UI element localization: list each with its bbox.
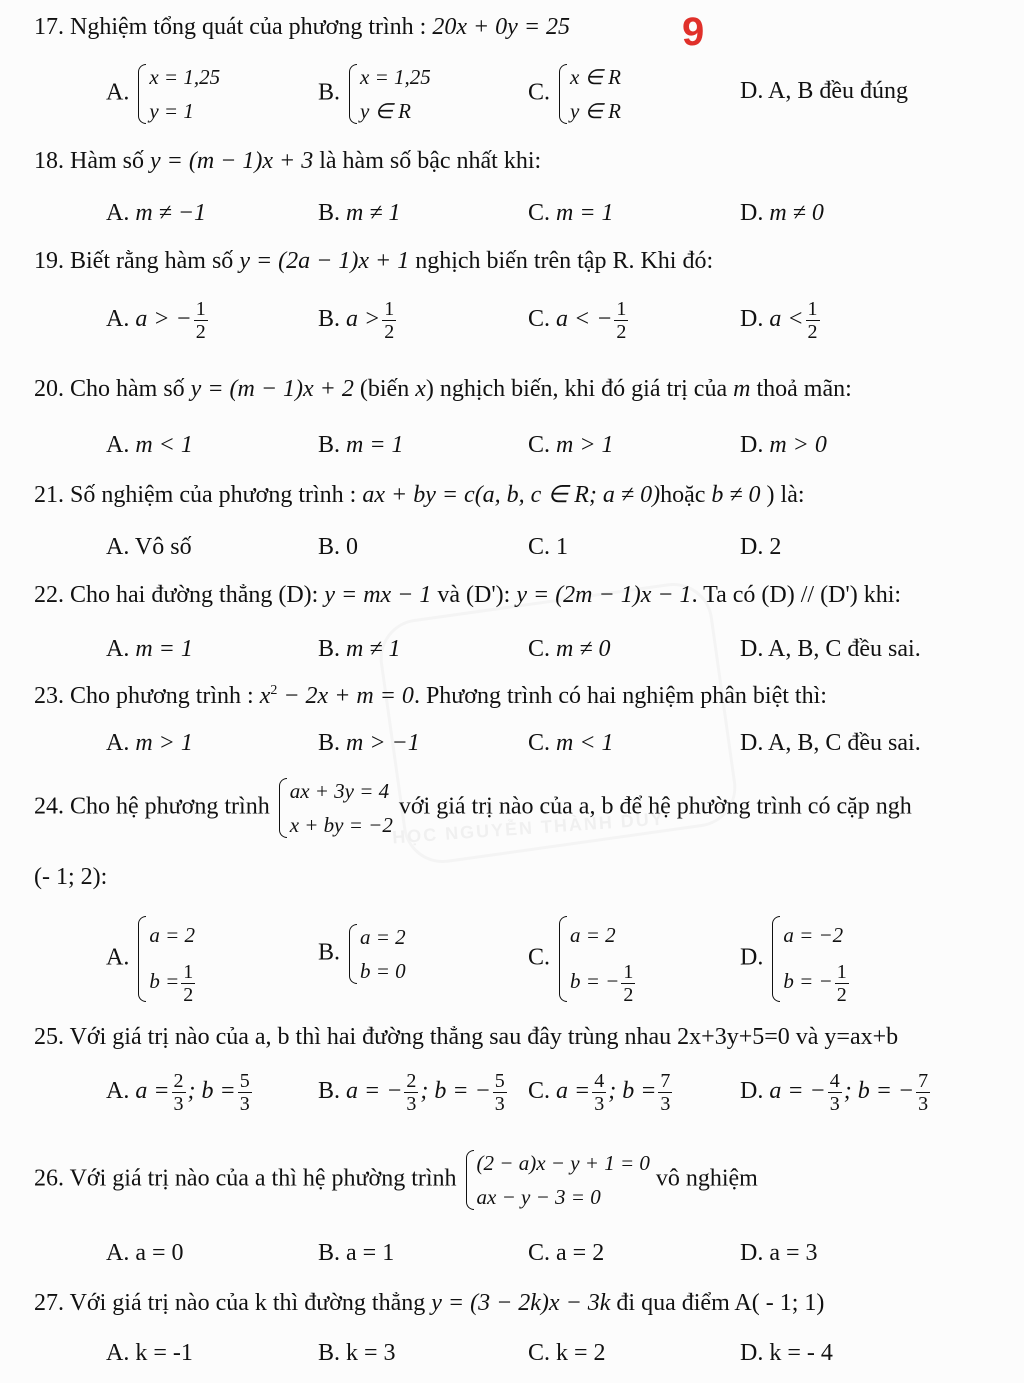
q24-option-a[interactable]: A. a = 2 b = $\frac{1}{2}$ [106, 912, 197, 1006]
watermark-text: HỌC NGUYỄN THÀNH DUY [391, 808, 666, 848]
q22-option-b[interactable]: B. m ≠ 1 [318, 636, 401, 662]
q20-option-a[interactable]: A. m < 1 [106, 432, 193, 458]
q19-option-c[interactable]: C. a < − $\frac{1}{2}$ [528, 298, 627, 343]
question-23: 23. Cho phương trình : $x^2 - 2x + m = 0$. Phương trình có hai nghiệm phân biệt thì: [34, 683, 827, 709]
q17-option-d[interactable]: D. A, B đều đúng [740, 78, 909, 104]
q23-option-c[interactable]: C. m < 1 [528, 730, 614, 756]
question-19: 19. Biết rằng hàm số y = (2a − 1)x + 1 nghịch biến trên tập R. Khi đó: [34, 248, 714, 274]
q17-option-b[interactable]: B. x = 1,25 y ∈ R [318, 60, 431, 128]
q18-option-d[interactable]: D. m ≠ 0 [740, 200, 824, 226]
question-21: 21. Số nghiệm của phương trình : ax + by = c(a, b, c ∈ R; a ≠ 0)hoặc b ≠ 0 ) là: [34, 482, 805, 508]
q23-option-d[interactable]: D. A, B, C đều sai. [740, 730, 921, 756]
q20-option-d[interactable]: D. m > 0 [740, 432, 827, 458]
q26-option-a[interactable]: A. a = 0 [106, 1240, 184, 1266]
q22-option-c[interactable]: C. m ≠ 0 [528, 636, 611, 662]
q18-option-c[interactable]: C. m = 1 [528, 200, 614, 226]
q23-option-a[interactable]: A. m > 1 [106, 730, 193, 756]
handwritten-score-mark: 9 [682, 10, 705, 54]
question-20: 20. Cho hàm số y = (m − 1)x + 2 (biến x) nghịch biến, khi đó giá trị của m thoả mãn: [34, 376, 852, 402]
q22-option-d[interactable]: D. A, B, C đều sai. [740, 636, 921, 662]
question-18: 18. Hàm số y = (m − 1)x + 3 là hàm số bậc nhất khi: [34, 148, 542, 174]
question-24: 24. Cho hệ phương trình ax + 3y = 4 x + by = −2 với giá trị nào của a, b để hệ phường trình có cặp ngh [34, 774, 1018, 842]
q21-option-d[interactable]: D. 2 [740, 534, 782, 560]
question-25: 25. Với giá trị nào của a, b thì hai đường thẳng sau đây trùng nhau 2x+3y+5=0 và y=ax+b [34, 1024, 899, 1050]
question-24-solution-pair: (- 1; 2): [34, 864, 108, 890]
question-27: 27. Với giá trị nào của k thì đường thẳng y = (3 − 2k)x − 3k đi qua điểm A( - 1; 1) [34, 1290, 825, 1316]
q17-option-a[interactable]: A. x = 1,25 y = 1 [106, 60, 220, 128]
q27-option-b[interactable]: B. k = 3 [318, 1340, 396, 1366]
q19-option-b[interactable]: B. a > $\frac{1}{2}$ [318, 298, 395, 343]
q25-option-d[interactable]: D. a = − $\frac{4}{3}$ ; b = − $\frac{7}{3}$ [740, 1070, 929, 1115]
question-26: 26. Với giá trị nào của a thì hệ phường trình (2 − a)x − y + 1 = 0 ax − y − 3 = 0 vô nghiệm [34, 1146, 758, 1214]
q22-option-a[interactable]: A. m = 1 [106, 636, 193, 662]
q26-option-c[interactable]: C. a = 2 [528, 1240, 605, 1266]
q27-option-c[interactable]: C. k = 2 [528, 1340, 606, 1366]
question-22: 22. Cho hai đường thẳng (D): y = mx − 1 và (D'): y = (2m − 1)x − 1. Ta có (D) // (D') khi: [34, 582, 902, 608]
q21-option-c[interactable]: C. 1 [528, 534, 569, 560]
q20-option-c[interactable]: C. m > 1 [528, 432, 614, 458]
q18-option-b[interactable]: B. m ≠ 1 [318, 200, 401, 226]
q21-option-a[interactable]: A. Vô số [106, 534, 192, 560]
q25-option-a[interactable]: A. a = $\frac{2}{3}$ ; b = $\frac{5}{3}$ [106, 1070, 250, 1115]
q20-option-b[interactable]: B. m = 1 [318, 432, 404, 458]
q24-option-c[interactable]: C. a = 2 b = − $\frac{1}{2}$ [528, 912, 637, 1006]
q24-option-d[interactable]: D. a = −2 b = − $\frac{1}{2}$ [740, 912, 851, 1006]
q25-option-c[interactable]: C. a = $\frac{4}{3}$ ; b = $\frac{7}{3}$ [528, 1070, 671, 1115]
q18-option-a[interactable]: A. m ≠ −1 [106, 200, 207, 226]
q27-option-a[interactable]: A. k = -1 [106, 1340, 193, 1366]
q21-option-b[interactable]: B. 0 [318, 534, 359, 560]
q24-option-b[interactable]: B. a = 2 b = 0 [318, 920, 406, 988]
q26-option-b[interactable]: B. a = 1 [318, 1240, 395, 1266]
q19-option-d[interactable]: D. a < $\frac{1}{2}$ [740, 298, 818, 343]
q19-option-a[interactable]: A. a > − $\frac{1}{2}$ [106, 298, 206, 343]
q25-option-b[interactable]: B. a = − $\frac{2}{3}$ ; b = − $\frac{5}{3}$ [318, 1070, 505, 1115]
q17-option-c[interactable]: C. x ∈ R y ∈ R [528, 60, 621, 128]
q27-option-d[interactable]: D. k = - 4 [740, 1340, 833, 1366]
question-17: 17. Nghiệm tổng quát của phương trình : 20x + 0y = 25 [34, 14, 571, 40]
q23-option-b[interactable]: B. m > −1 [318, 730, 420, 756]
q26-option-d[interactable]: D. a = 3 [740, 1240, 818, 1266]
